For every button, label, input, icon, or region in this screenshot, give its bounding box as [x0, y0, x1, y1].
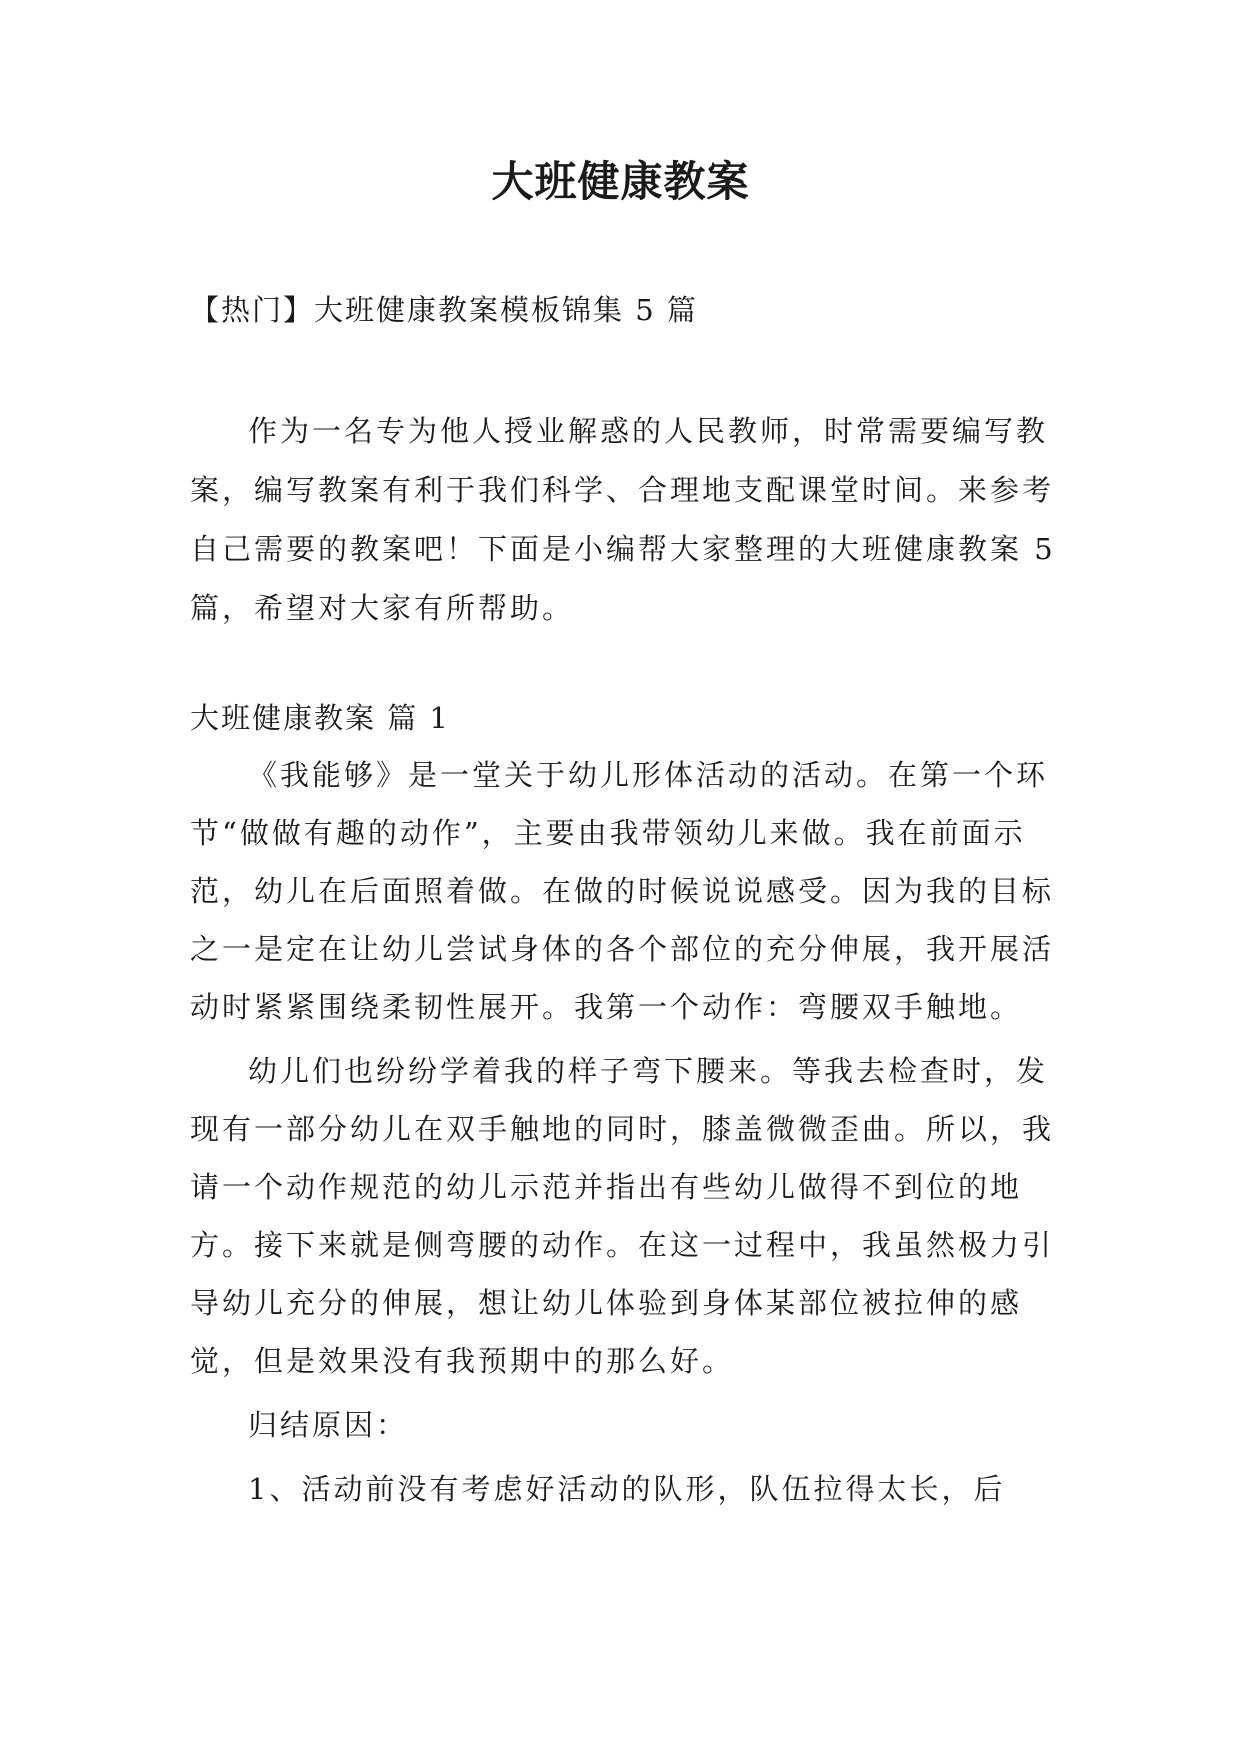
section-heading: 大班健康教案 篇 1 — [190, 701, 450, 735]
intro-paragraph: 作为一名专为他人授业解惑的人民教师，时常需要编写教案，编写教案有利于我们科学、合理地支配课堂时间。来参考自己需要的教案吧！下面是小编帮大家整理的大班健康教案 5 篇，希望对大家有所帮助。 — [190, 414, 1056, 625]
body-paragraph-4: 1、活动前没有考虑好活动的队形，队伍拉得太长，后 — [248, 1472, 1006, 1506]
body-paragraph-2: 幼儿们也纷纷学着我的样子弯下腰来。等我去检查时，发现有一部分幼儿在双手触地的同时，膝盖微微歪曲。所以，我请一个动作规范的幼儿示范并指出有些幼儿做得不到位的地方。接下来就是侧弯腰的动作。在这一过程中，我虽然极力引导幼儿充分的伸展，想让幼儿体验到身体某部位被拉伸的感觉，但是效果没有我预期中的那么好。 — [190, 1054, 1055, 1378]
intro-block — [190, 402, 1056, 638]
body-paragraph-1: 《我能够》是一堂关于幼儿形体活动的活动。在第一个环节“做做有趣的动作”，主要由我带领幼儿来做。我在前面示范，幼儿在后面照着做。在做的时候说说感受。因为我的目标之一是定在让幼儿尝试身体的各个部位的充分伸展，我开展活动时紧紧围绕柔韧性展开。我第一个动作：弯腰双手触地。 — [190, 758, 1055, 1024]
document-title: 大班健康教案 — [491, 157, 750, 206]
section-body — [190, 746, 1056, 1518]
body-paragraph-3: 归结原因： — [248, 1408, 409, 1442]
document-subtitle: 【热门】大班健康教案模板锦集 5 篇 — [190, 293, 698, 327]
